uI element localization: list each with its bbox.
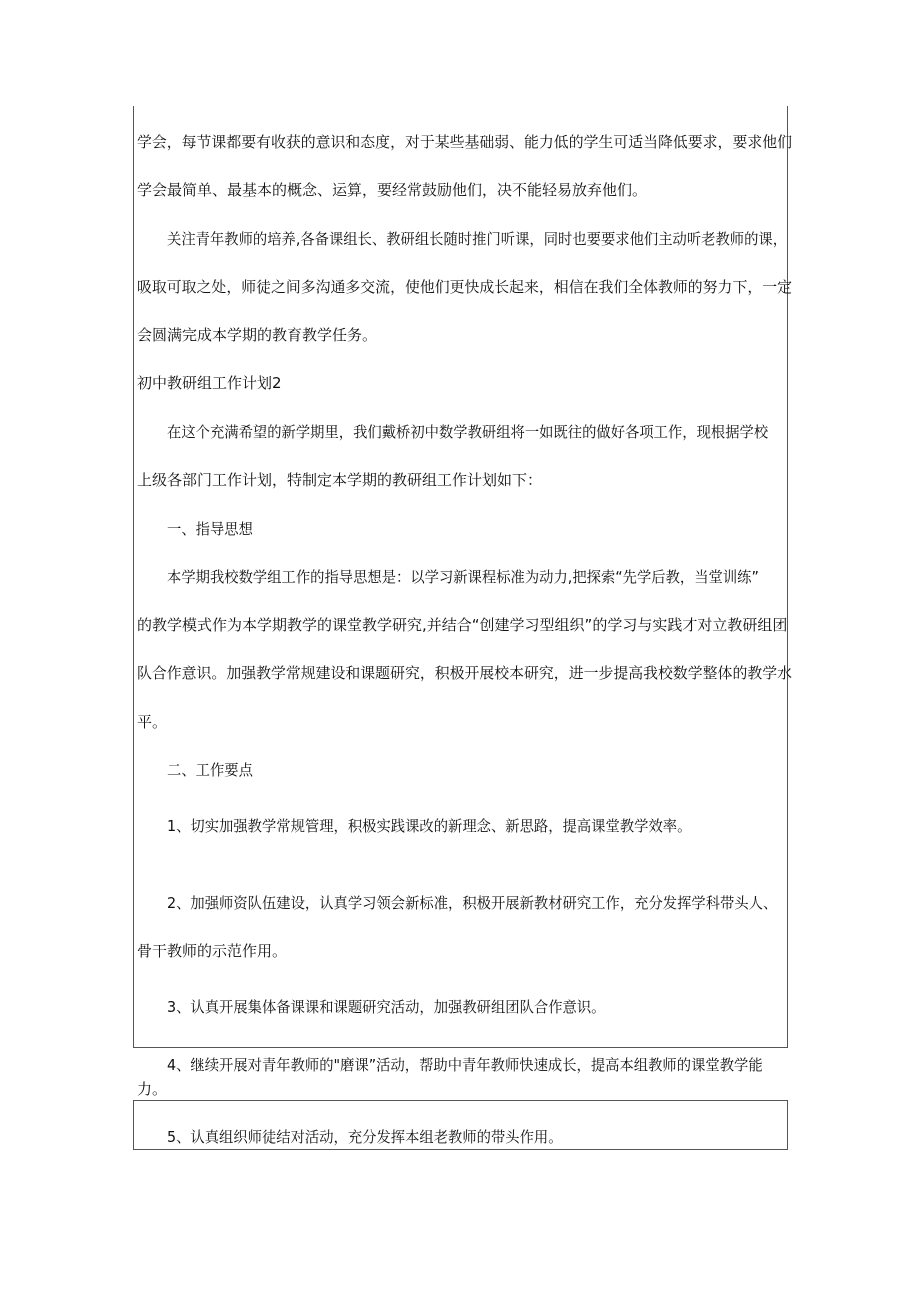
text-line: 吸取可取之处，师徒之间多沟通多交流，使他们更快成长起来，相信在我们全体教师的努力下，一定 xyxy=(137,278,792,296)
text-line: 学会，每节课都要有收获的意识和态度，对于某些基础弱、能力低的学生可适当降低要求，要求他们 xyxy=(137,133,792,151)
list-item: 4、继续开展对青年教师的"磨课”活动，帮助中青年教师快速成长，提高本组教师的课堂教学能 xyxy=(167,1056,763,1074)
subheading: 一、指导思想 xyxy=(167,520,253,538)
subheading: 二、工作要点 xyxy=(167,761,253,779)
text-line: 力。 xyxy=(137,1080,168,1098)
text-line: 上级各部门工作计划，特制定本学期的教研组工作计划如下： xyxy=(137,471,543,489)
text-line: 平。 xyxy=(137,713,168,731)
text-line: 骨干教师的示范作用。 xyxy=(137,942,288,960)
list-item: 2、加强师资队伍建设，认真学习领会新标准，积极开展新教材研究工作，充分发挥学科带头人、 xyxy=(167,894,778,912)
text-line: 学会最简单、最基本的概念、运算，要经常鼓励他们，决不能轻易放弃他们。 xyxy=(137,181,648,199)
text-line: 本学期我校数学组工作的指导思想是：以学习新课程标准为动力,把探索“先学后教，当堂训练” xyxy=(167,568,759,586)
text-line: 关注青年教师的培养,各备课组长、教研组长随时推门听课，同时也要要求他们主动听老教师的课， xyxy=(167,230,788,248)
text-line: 的教学模式作为本学期教学的课堂教学研究,并结合“创建学习型组织”的学习与实践才对立教研组团 xyxy=(137,616,788,634)
section-heading: 初中教研组工作计划2 xyxy=(137,374,282,392)
text-line: 队合作意识。加强教学常规建设和课题研究，积极开展校本研究，进一步提高我校数学整体的教学水 xyxy=(137,664,792,682)
text-line: 会圆满完成本学期的教育教学任务。 xyxy=(137,326,378,344)
list-item: 1、切实加强教学常规管理，积极实践课改的新理念、新思路，提高课堂教学效率。 xyxy=(167,817,692,835)
list-item: 5、认真组织师徒结对活动，充分发挥本组老教师的带头作用。 xyxy=(167,1128,563,1146)
text-line: 在这个充满希望的新学期里，我们戴桥初中数学教研组将一如既往的做好各项工作，现根据学校 xyxy=(167,423,769,441)
list-item: 3、认真开展集体备课课和课题研究活动，加强教研组团队合作意识。 xyxy=(167,998,606,1016)
